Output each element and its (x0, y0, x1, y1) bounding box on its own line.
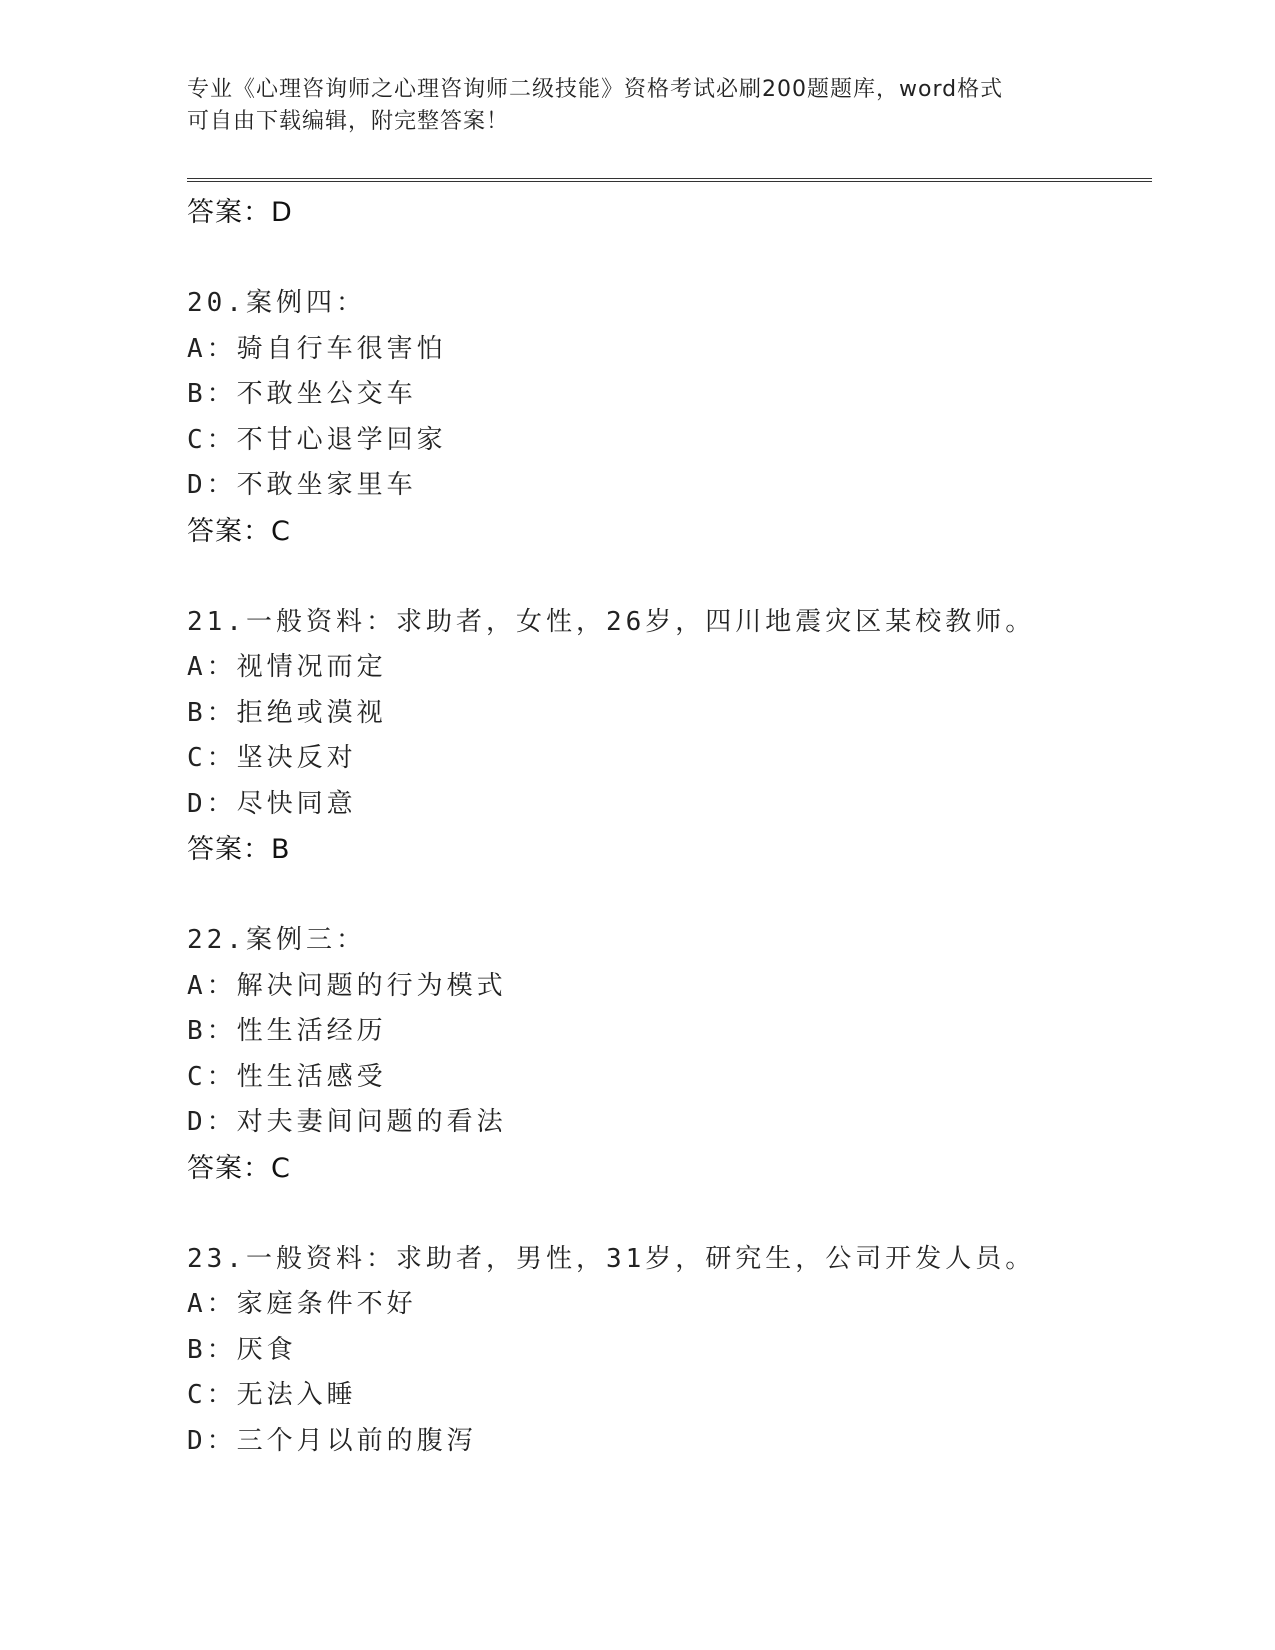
spacer (187, 1191, 1147, 1237)
question-stem: 21.一般资料：求助者，女性，26岁，四川地震灾区某校教师。 (187, 606, 1036, 637)
option-c: C：坚决反对 (187, 743, 357, 773)
option-d: D：对夫妻间问题的看法 (187, 1107, 507, 1137)
question-stem: 23.一般资料：求助者，男性，31岁，研究生，公司开发人员。 (187, 1243, 1036, 1274)
option-b: B：性生活经历 (187, 1016, 387, 1046)
option-b: B：不敢坐公交车 (187, 379, 417, 409)
option-d: D：三个月以前的腹泻 (187, 1425, 477, 1456)
question-answer: 答案：B (187, 834, 291, 865)
previous-answer: 答案：D (187, 197, 293, 228)
header-divider (187, 178, 1152, 182)
question-stem: 20.案例四： (187, 288, 366, 318)
option-b: B：拒绝或漠视 (187, 697, 387, 728)
option-d: D：尽快同意 (187, 788, 357, 819)
question-21 (187, 600, 1147, 873)
spacer (187, 554, 1147, 600)
question-23 (187, 1237, 1147, 1465)
question-20 (187, 281, 1147, 554)
option-a: A：解决问题的行为模式 (187, 970, 507, 1001)
option-c: C：无法入睡 (187, 1380, 357, 1410)
question-22 (187, 918, 1147, 1191)
option-a: A：视情况而定 (187, 652, 387, 682)
question-stem: 22.案例三： (187, 925, 366, 955)
option-a: A：家庭条件不好 (187, 1289, 417, 1319)
option-b: B：厌食 (187, 1334, 297, 1365)
question-list (187, 190, 1147, 1464)
header-line-2: 可自由下载编辑，附完整答案！ (187, 109, 510, 134)
question-answer: 答案：C (187, 1152, 291, 1184)
page-header (187, 74, 1087, 138)
option-c: C：性生活感受 (187, 1061, 387, 1092)
spacer (187, 873, 1147, 919)
spacer (187, 236, 1147, 282)
option-d: D：不敢坐家里车 (187, 470, 417, 500)
header-line-1: 专业《心理咨询师之心理咨询师二级技能》资格考试必刷200题题库，word格式 (187, 77, 1004, 102)
option-c: C：不甘心退学回家 (187, 424, 447, 455)
question-answer: 答案：C (187, 515, 291, 547)
option-a: A：骑自行车很害怕 (187, 333, 447, 364)
